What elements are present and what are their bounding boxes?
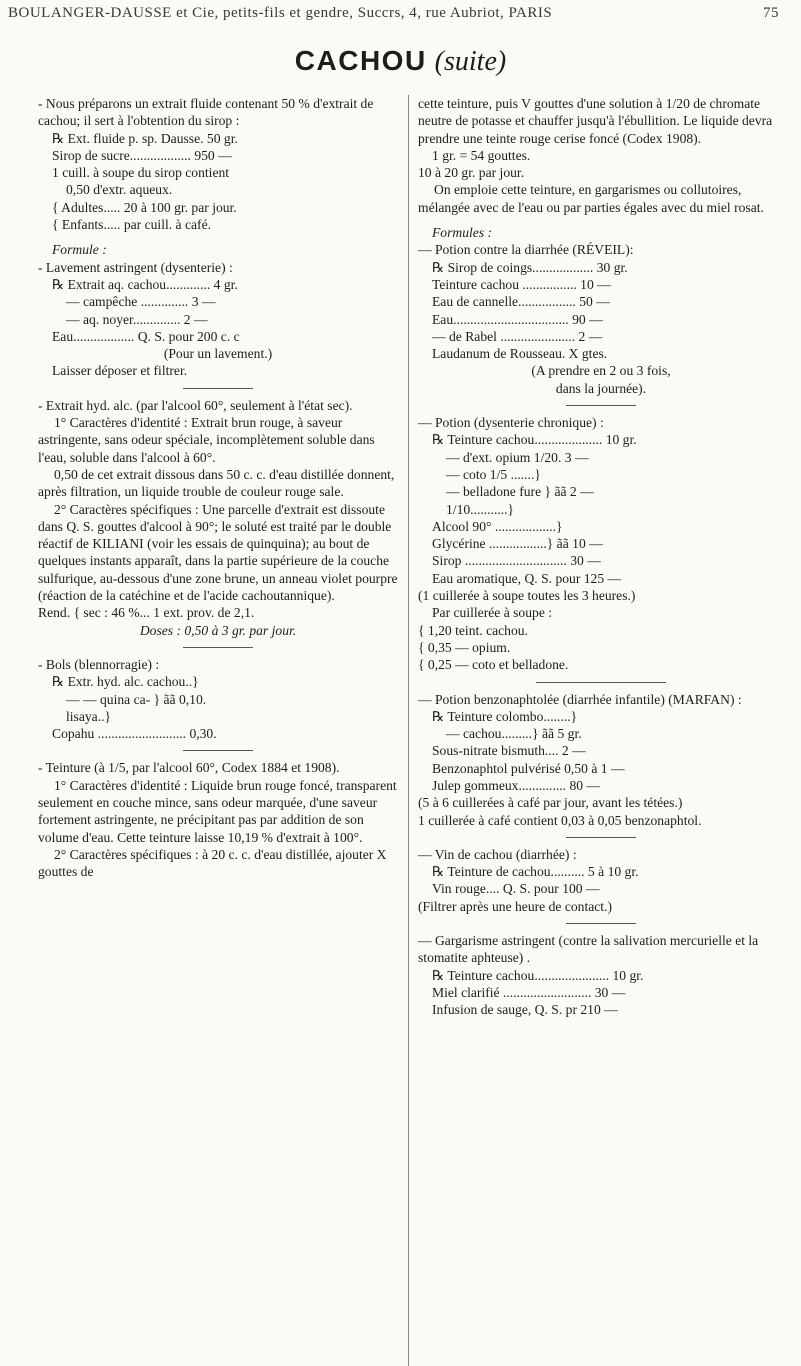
potion-benzonaphtol-title: — Potion benzonaphtolée (diarrhée infantile) (MARFAN) : (418, 691, 742, 707)
sirop-section (38, 95, 398, 233)
potion-line: { 1,20 teint. cachou. (418, 622, 528, 638)
potion-line: Par cuillerée à soupe : (432, 605, 553, 621)
lavement-line: — campêche .............. 3 — (66, 294, 216, 310)
potion-line: — d'ext. opium 1/20. 3 — (446, 449, 589, 465)
extrait-dissolution: 0,50 de cet extrait dissous dans 50 c. c. d'eau distillée donnent, après filtration, un liquide trouble de couleur rouge sale. (38, 466, 395, 500)
vin-section (418, 846, 784, 915)
formule-label: Formule : (52, 242, 107, 258)
bols-line: lisaya..} (66, 708, 112, 724)
potion-line: dans la journée). (555, 380, 647, 396)
title-sub: (suite) (434, 46, 507, 77)
lavement-title: - Lavement astringent (dysenterie) : (38, 259, 233, 275)
lavement-line: Eau.................. Q. S. pour 200 c. c (52, 328, 240, 344)
potion-line: — cachou.........} ãã 5 gr. (446, 726, 582, 742)
potion-line: Sirop .............................. 30 — (432, 553, 601, 569)
page-title (0, 44, 801, 79)
gargarisme-section (418, 932, 784, 1018)
potion-line: Glycérine .................} ãã 10 — (432, 536, 603, 552)
divider (183, 647, 253, 648)
potion-line: Benzonaphtol pulvérisé 0,50 à 1 — (432, 760, 625, 776)
sirop-line: ℞ Ext. fluide p. sp. Dausse. 50 gr. (52, 130, 238, 146)
vin-line: Vin rouge.... Q. S. pour 100 — (432, 881, 600, 897)
lavement-section (38, 241, 398, 379)
divider (183, 388, 253, 389)
potion-line: ℞ Teinture colombo........} (432, 708, 578, 724)
emploi-text: On emploie cette teinture, en gargarismes ou collutoires, mélangée avec de l'eau ou par parties égales avec du miel rosat. (418, 182, 764, 215)
potion-dysenterie-title: — Potion (dysenterie chronique) : (418, 415, 604, 431)
sirop-line: { Adultes..... 20 à 100 gr. par jour. (52, 199, 237, 215)
divider (566, 837, 636, 838)
potion-line: (A prendre en 2 ou 3 fois, (531, 363, 671, 379)
potion-diarrhee-section (418, 224, 784, 397)
bols-line: ℞ Extr. hyd. alc. cachou..} (52, 674, 199, 690)
sirop-line: { Enfants..... par cuill. à café. (52, 217, 212, 233)
gargarisme-line: ℞ Teinture cachou...................... 10 gr. (432, 967, 644, 983)
divider (536, 682, 666, 683)
potion-line: — de Rabel ...................... 2 — (432, 328, 603, 344)
teinture-section (38, 759, 398, 880)
teinture-specifiques: 2° Caractères spécifiques : à 20 c. c. d'eau distillée, ajouter X gouttes de (38, 846, 387, 880)
potion-line: Sous-nitrate bismuth.... 2 — (432, 743, 586, 759)
bols-title: - Bols (blennorragie) : (38, 656, 160, 672)
teinture-cont-text: cette teinture, puis V gouttes d'une solution à 1/20 de chromate neutre de potasse et chauffer jusqu'à l'ébullition. Le liquide devra prendre une teinte rouge cerise foncé (Codex 1908). (418, 96, 773, 146)
potion-line: Laudanum de Rousseau. X gtes. (432, 346, 608, 362)
extrait-heading: - Extrait hyd. alc. (par l'alcool 60°, seulement à l'état sec). (38, 397, 353, 413)
extrait-specifiques: 2° Caractères spécifiques : Une parcelle d'extrait est dissoute dans Q. S. gouttes d'alcool à 90°; le soluté est traité par le double réactif de KILIANI (voir les essais de quinquina); au bout de quelques instants apparaît, dans la partie supérieure de la couche sulfurique, au-dessous d'une zone brune, un anneau violet pourpre (réaction de la catéchine et de l'acide cachoutannique). (38, 501, 398, 604)
potion-line: Eau.................................. 90 — (432, 311, 603, 327)
teinture-identite: 1° Caractères d'identité : Liquide brun rouge foncé, transparent seulement en couche mince, sans odeur marquée, d'une saveur fortement astringente, ne précipitant pas par addition de son volume d'eau. Cette teinture laisse 10,19 % d'extrait à 100°. (38, 777, 397, 845)
potion-dysenterie-section (418, 414, 784, 673)
potion-line: 1/10...........} (446, 501, 515, 517)
vin-line: ℞ Teinture de cachou.......... 5 à 10 gr. (432, 864, 639, 880)
vin-line: (Filtrer après une heure de contact.) (418, 898, 612, 914)
bols-line: Copahu .......................... 0,30. (52, 726, 217, 742)
sirop-intro: - Nous préparons un extrait fluide contenant 50 % d'extrait de cachou; il sert à l'obtention du sirop : (38, 96, 374, 129)
teinture-continued (418, 95, 784, 216)
potion-line: { 0,35 — opium. (418, 639, 511, 655)
sirop-line: Sirop de sucre.................. 950 — (52, 147, 232, 163)
potion-line: Alcool 90° ..................} (432, 518, 563, 534)
teinture-heading: - Teinture (à 1/5, par l'alcool 60°, Codex 1884 et 1908). (38, 760, 340, 776)
potion-line: (5 à 6 cuillerées à café par jour, avant les tétées.) (418, 795, 683, 811)
extrait-identite: 1° Caractères d'identité : Extrait brun rouge, à saveur astringente, sans odeur spéciale, incomplètement soluble dans l'eau, soluble dans l'alcool à 60°. (38, 415, 375, 465)
potion-line: Eau aromatique, Q. S. pour 125 — (432, 570, 622, 586)
sirop-line: 1 cuill. à soupe du sirop contient (52, 165, 230, 181)
potion-line: 1 cuillerée à café contient 0,03 à 0,05 benzonaphtol. (418, 812, 702, 828)
potion-line: { 0,25 — coto et belladone. (418, 657, 569, 673)
left-column (38, 95, 409, 1366)
title-main: CACHOU (294, 45, 427, 76)
bols-section (38, 656, 398, 742)
extrait-doses: Doses : 0,50 à 3 gr. par jour. (139, 622, 297, 638)
gargarisme-line: Miel clarifié .......................... 30 — (432, 984, 626, 1000)
sirop-line: 0,50 d'extr. aqueux. (66, 182, 173, 198)
dose-line: 10 à 20 gr. par jour. (418, 165, 525, 181)
lavement-line: — aq. noyer.............. 2 — (66, 311, 208, 327)
extrait-section (38, 397, 398, 639)
potion-line: ℞ Sirop de coings.................. 30 gr. (432, 259, 628, 275)
gargarisme-title: — Gargarisme astringent (contre la salivation mercurielle et la stomatite aphteuse) . (418, 933, 759, 966)
divider (183, 750, 253, 751)
potion-line: (1 cuillerée à soupe toutes les 3 heures.) (418, 588, 636, 604)
right-column (418, 95, 784, 1027)
running-header (0, 2, 801, 28)
lavement-line: Laisser déposer et filtrer. (52, 363, 188, 379)
bols-line: — — quina ca- } ãã 0,10. (66, 691, 207, 707)
potion-line: Julep gommeux.............. 80 — (432, 777, 601, 793)
potion-benzonaphtol-section (418, 691, 784, 829)
potion-line: ℞ Teinture cachou.................... 10 gr. (432, 432, 637, 448)
page-number: 75 (763, 5, 779, 21)
extrait-rendement: Rend. { sec : 46 %... 1 ext. prov. de 2,1. (38, 605, 255, 621)
formules-label: Formules : (432, 225, 493, 241)
potion-line: Teinture cachou ................ 10 — (432, 276, 611, 292)
potion-line: — coto 1/5 .......} (446, 466, 541, 482)
lavement-line: ℞ Extrait aq. cachou............. 4 gr. (52, 276, 238, 292)
lavement-line: (Pour un lavement.) (163, 346, 273, 362)
potion-diarrhee-title: — Potion contre la diarrhée (RÉVEIL): (418, 242, 634, 258)
potion-line: — belladone fure } ãã 2 — (446, 484, 594, 500)
divider (566, 923, 636, 924)
divider (566, 405, 636, 406)
vin-title: — Vin de cachou (diarrhée) : (418, 846, 577, 862)
gouttes-line: 1 gr. = 54 gouttes. (432, 147, 531, 163)
publisher-line: BOULANGER-DAUSSE et Cie, petits-fils et gendre, Succrs, 4, rue Aubriot, PARIS (8, 5, 553, 21)
gargarisme-line: Infusion de sauge, Q. S. pr 210 — (432, 1002, 618, 1018)
potion-line: Eau de cannelle................. 50 — (432, 294, 610, 310)
